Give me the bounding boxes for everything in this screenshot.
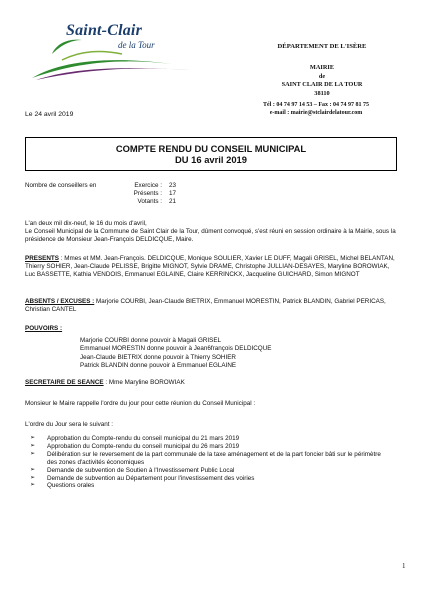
- count-row-label: Votants :: [137, 198, 162, 206]
- agenda-item-text: Questions orales: [47, 482, 95, 490]
- secretaire-paragraph: [25, 379, 400, 387]
- count-row-value: 17: [169, 190, 177, 198]
- agenda-item: [25, 467, 385, 475]
- pouvoir-item: Emmanuel MORESTIN donne pouvoir à Jean6françois DELDICQUE: [80, 345, 272, 353]
- agenda-item-text: Approbation du Compte-rendu du conseil municipal du 21 mars 2019: [47, 435, 240, 442]
- bullet-icon: ➢: [30, 466, 36, 473]
- bullet-icon: ➢: [30, 474, 36, 481]
- pouvoir-item: Jean-Claude BIETRIX donne pouvoir à Thierry SOHIER: [80, 353, 236, 361]
- presents-text: : Mmes et MM. Jean-François. DELDICQUE, Monique SOULIER, Xavier LE DUFF, Magali GRISEL, Michel BELANTAN, Thierry SOHIER, Jean-Claude PELISSE, Brigitte MIGNOT, Sylvie DRAME, Christophe JULLIAN-DESAYES, Maryline BOROWIAK, Luc BASSETTE, Kathia VENDOIS, Emmanuel EGLAINE, Claire KERRINCKX, Jacqueline GUICHARD, Simon MIGNOT: [25, 255, 395, 279]
- pouvoir-item: Marjorie COURBI donne pouvoir à Magali GRISEL: [80, 337, 222, 344]
- document-title: COMPTE RENDU DU CONSEIL MUNICIPAL: [115, 143, 307, 154]
- logo-title: Saint-Clair: [66, 22, 143, 39]
- intro-line: L'an deux mil dix-neuf, le 16 du mois d'avril,: [25, 220, 147, 227]
- mairie-address: [258, 64, 386, 98]
- intro-paragraph: [25, 220, 400, 245]
- agenda-item: [25, 435, 385, 443]
- counts-block: [25, 182, 400, 207]
- bullet-icon: ➢: [30, 482, 36, 489]
- email: e-mail : mairie@stclairdelatour.com: [269, 110, 363, 117]
- absents-label: ABSENTS / EXCUSES :: [25, 298, 95, 305]
- ordre-intro: L'ordre du Jour sera le suivant :: [25, 421, 114, 428]
- absents-text: Marjorie COURBI, Jean-Claude BIETRIX, Emmanuel MORESTIN, Patrick BLANDIN, Gabriel PERICAS, Christian CANTEL: [25, 298, 386, 314]
- presents-paragraph: [25, 255, 400, 280]
- count-row-value: 23: [169, 182, 177, 189]
- mairie-line: MAIRIE: [309, 64, 335, 71]
- agenda-item-text: Demande de subvention au Département pour l'investissement des voiries: [47, 474, 255, 482]
- pouvoirs-list: [80, 337, 271, 370]
- bullet-icon: ➢: [30, 450, 36, 457]
- agenda-item-text: Approbation du Compte-rendu du conseil municipal du 26 mars 2019: [47, 442, 240, 450]
- document-subtitle: DU 16 avril 2019: [175, 154, 247, 165]
- page-number: 1: [402, 562, 406, 570]
- counts-table: [25, 182, 176, 207]
- department-heading: DÉPARTEMENT DE L'ISÈRE: [277, 43, 367, 50]
- agenda-item: [25, 482, 385, 490]
- counts-label: Nombre de conseillers en: [25, 182, 97, 189]
- agenda-item: [25, 475, 385, 483]
- agenda-list: [25, 435, 385, 490]
- mairie-line: 38110: [314, 89, 330, 97]
- agenda-item-text: Délibération sur le reversement de la part communale de la taxe aménagement et de la part foncier bâti sur le périmètre des zones d'activités économiques: [47, 450, 381, 466]
- secretaire-text: : Mme Maryline BOROWIAK: [103, 379, 185, 386]
- pouvoirs-label: POUVOIRS :: [25, 325, 63, 332]
- bullet-icon: ➢: [30, 442, 36, 449]
- count-row-label: Présents :: [133, 190, 162, 198]
- count-row-label: Exercice :: [134, 182, 162, 189]
- logo-subtitle: de la Tour: [118, 40, 155, 50]
- contact-info: [226, 101, 406, 118]
- document-title-box: [25, 137, 397, 171]
- mairie-line: SAINT CLAIR DE LA TOUR: [281, 81, 363, 89]
- bullet-icon: ➢: [30, 435, 36, 441]
- secretaire-label: SECRETAIRE DE SEANCE: [25, 379, 104, 386]
- agenda-item-text: Demande de subvention de Soutien à l'Investissement Public Local: [47, 466, 235, 474]
- rappel-paragraph: Monsieur le Maire rappelle l'ordre du jour pour cette réunion du Conseil Municipal :: [25, 400, 256, 407]
- pouvoirs-heading: [25, 325, 400, 333]
- pouvoir-item: Patrick BLANDIN donne pouvoir à Emmanuel EGLAINE: [80, 361, 237, 369]
- phone-fax: Tél : 04 74 97 14 53 – Fax : 04 74 97 81 75: [263, 102, 369, 108]
- intro-text: Le Conseil Municipal de la Commune de Saint Clair de la Tour, dûment convoqué, s'est réuni en session ordinaire à la Mairie, sous la présidence de Monsieur Jean-François DELDICQUE, Maire.: [25, 228, 396, 244]
- agenda-item: [25, 443, 385, 451]
- count-row-value: 21: [169, 198, 177, 206]
- absents-paragraph: [25, 298, 400, 314]
- agenda-item: [25, 451, 385, 467]
- presents-label: PRESENTS: [25, 255, 59, 262]
- mairie-line: de: [318, 72, 326, 80]
- document-date: Le 24 avril 2019: [25, 111, 74, 118]
